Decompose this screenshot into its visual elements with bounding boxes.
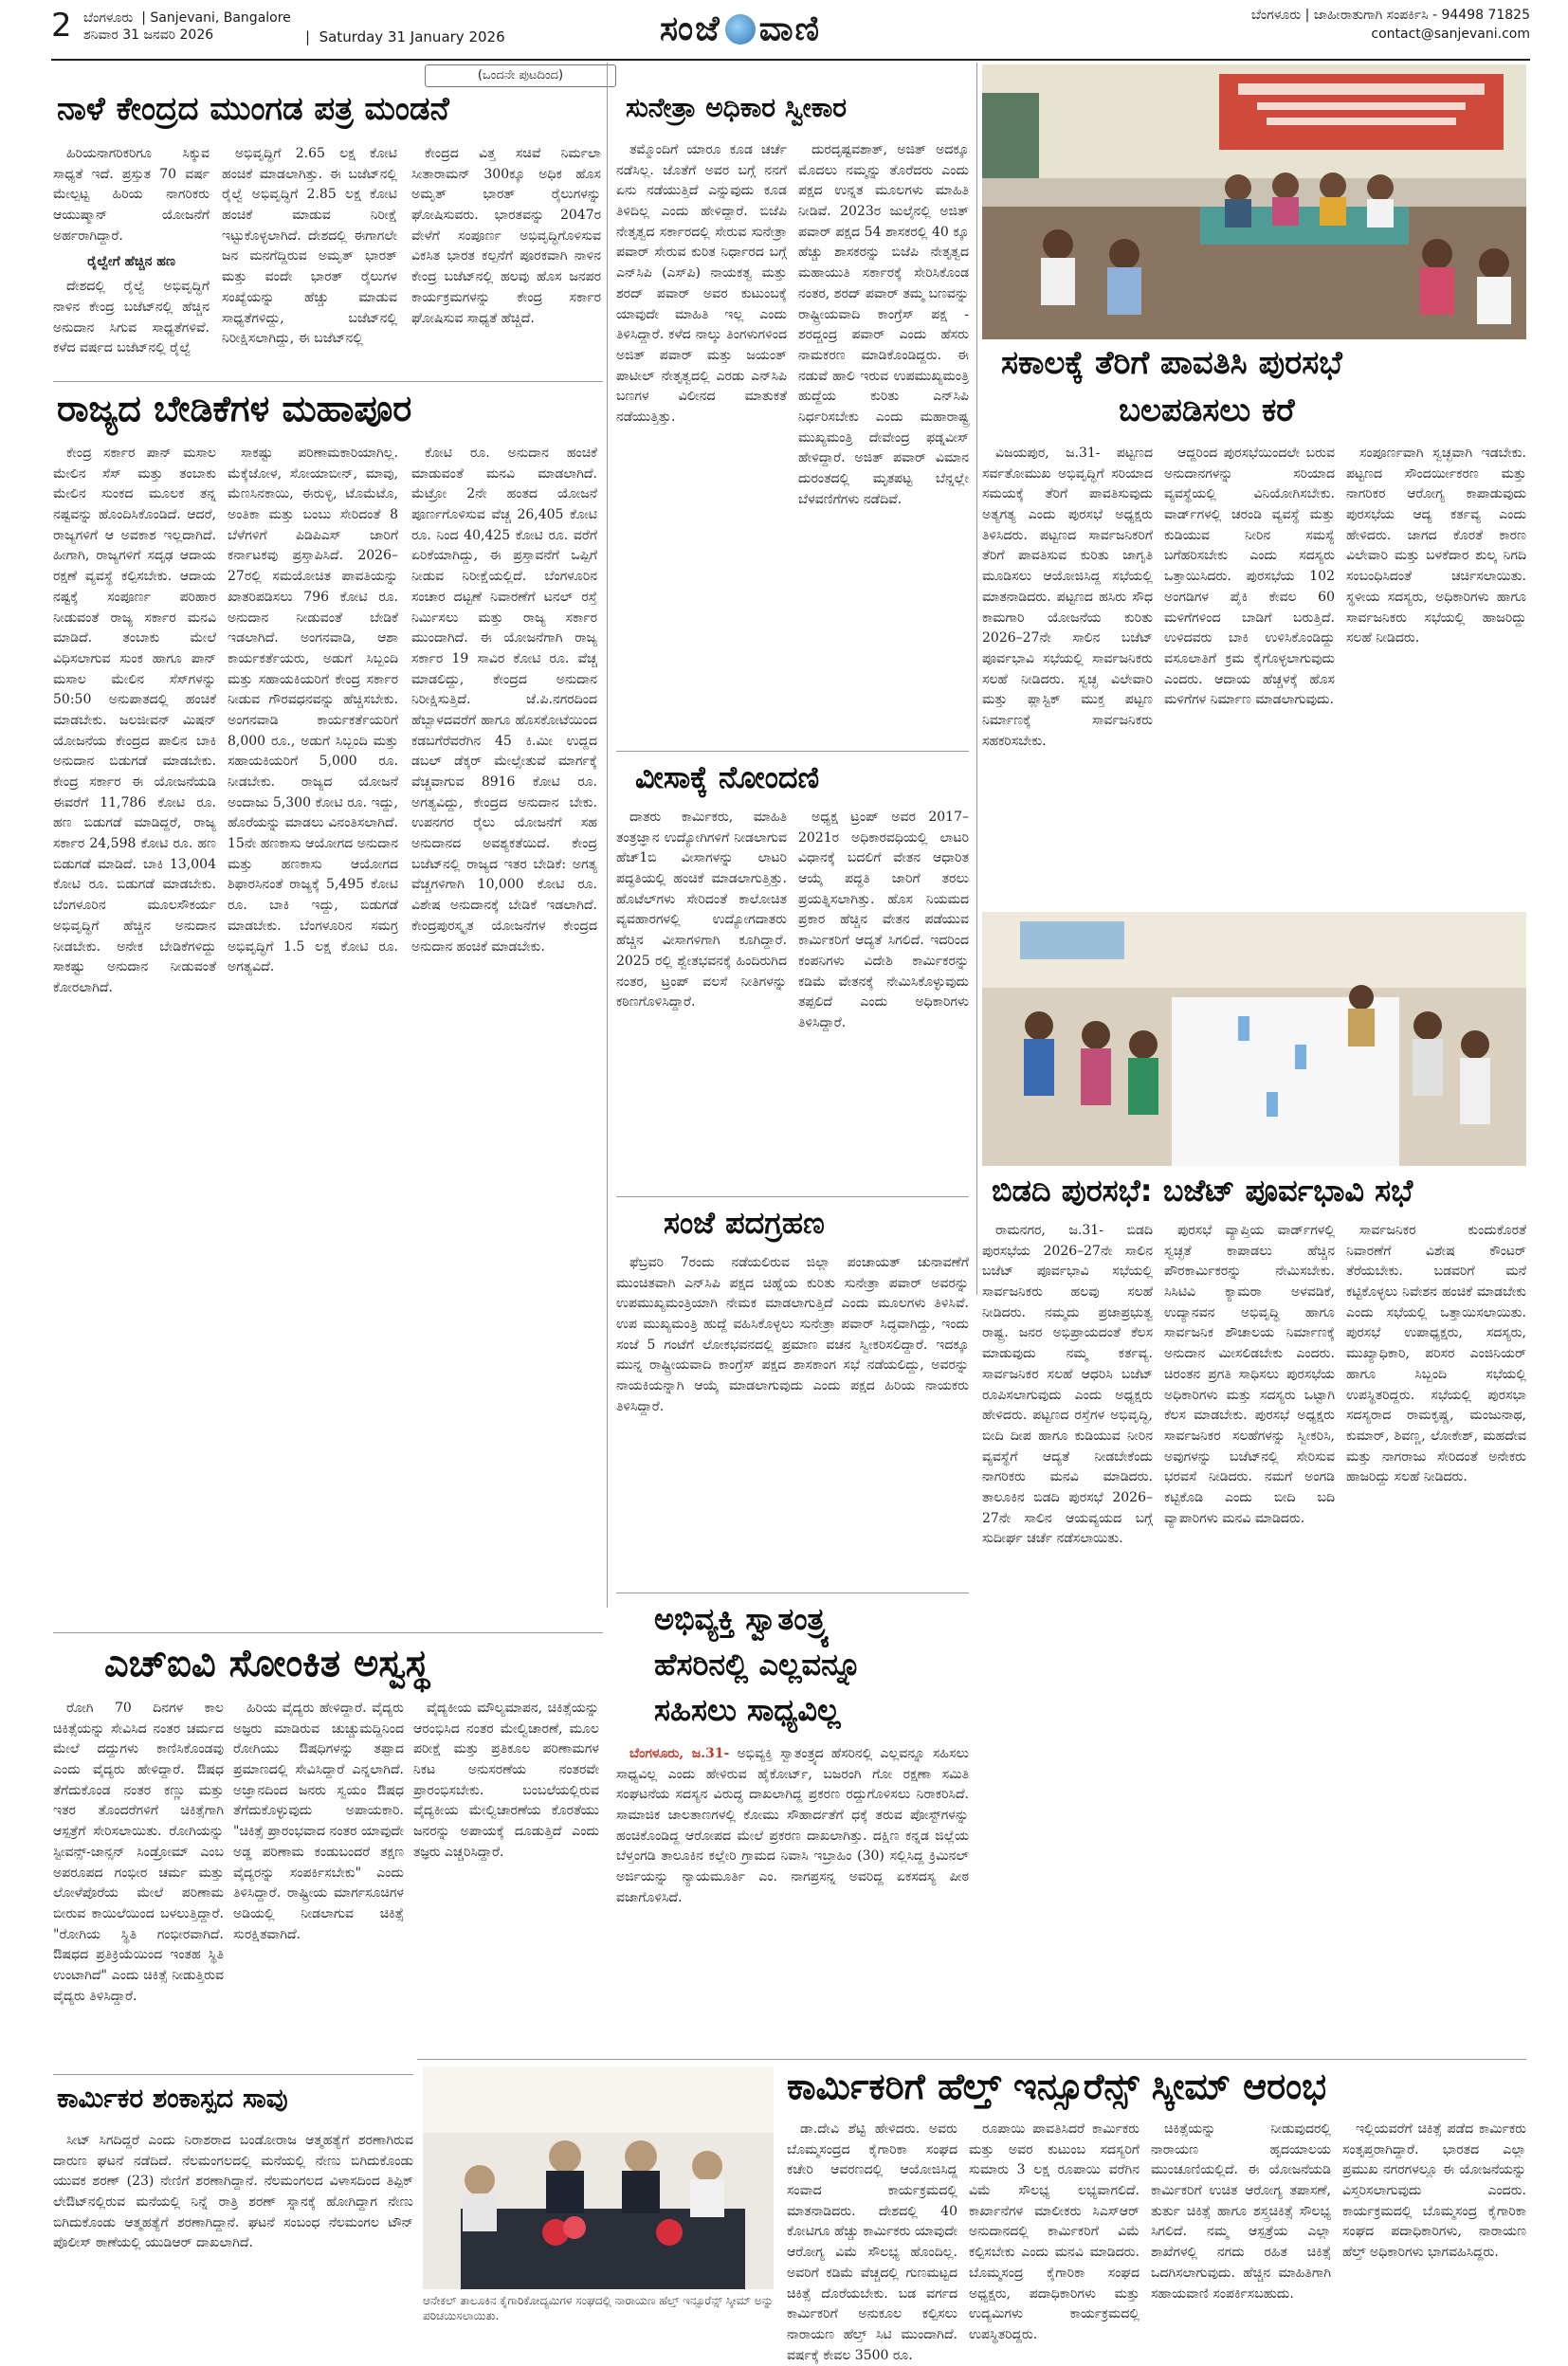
continued-label: (ಒಂದನೇ ಪುಟದಿಂದ) [425,64,616,87]
masthead-edition: Sanjevani, Bangalore [150,10,291,26]
article-body: ಡಾ.ದೇವಿ ಶೆಟ್ಟಿ ಹೇಳಿದರು. ಅವರು ಬೊಮ್ಮಸಂದ್ರದ ಕೈಗಾರಿಕಾ ಸಂಘದ ಕಚೇರಿ ಆವರಣದಲ್ಲಿ ಆಯೋಜಿಸಿದ್ದ ಸಂವಾದ ಕಾರ್ಯಕ್ರಮದಲ್ಲಿ ಮಾತನಾಡಿದರು. ದೇಶದಲ್ಲಿ 40 ಕೋಟಿಗೂ ಹೆಚ್ಚು ಕಾರ್ಮಿಕರು ಯಾವುದೇ ಆರೋಗ್ಯ ವಿಮೆ ಸೌಲಭ್ಯ ಹೊಂದಿಲ್ಲ. ಅವರಿಗೆ ಕಡಿಮೆ ವೆಚ್ಚದಲ್ಲಿ ಗುಣಮಟ್ಟದ ಚಿಕಿತ್ಸೆ ದೊರೆಯಬೇಕು. ಬಡ ವರ್ಗದ ಕಾರ್ಮಿಕರಿಗೆ ಅನುಕೂಲ ಕಲ್ಪಿಸಲು ನಾರಾಯಣ ಹೆಲ್ತ್ ಸಿಟಿ ಮುಂದಾಗಿದೆ. ವರ್ಷಕ್ಕೆ ಕೇವಲ 3500 ರೂ. [787,2121,957,2363]
article-body: ಕೇಂದ್ರ ಸರ್ಕಾರ ಪಾನ್ ಮಸಾಲ ಮೇಲಿನ ಸೆಸ್ ಮತ್ತು ತಂಬಾಕು ಮೇಲಿನ ಸುಂಕದ ಮೂಲಕ ತನ್ನ ನಷ್ಟವನ್ನು ಹೊಂದಿಸಿಕೊಂಡಿದೆ. ಆದರೆ, ರಾಜ್ಯಗಳಿಗೆ ಆ ಅವಕಾಶ ಇಲ್ಲದಾಗಿದೆ. ಹೀಗಾಗಿ, ರಾಜ್ಯಗಳಿಗೆ ಸದೃಢ ಆದಾಯ ರಕ್ಷಣೆ ವ್ಯವಸ್ಥೆ ಕಲ್ಪಿಸಬೇಕು. ಆದಾಯ ನಷ್ಟಕ್ಕೆ ಸಂಪೂರ್ಣ ಪರಿಹಾರ ನೀಡುವಂತೆ ರಾಜ್ಯ ಸರ್ಕಾರ ಮನವಿ ಮಾಡಿದೆ. ತಂಬಾಕು ಮೇಲೆ ವಿಧಿಸಲಾಗುವ ಸುಂಕ ಹಾಗೂ ಪಾನ್ ಮಸಾಲ ಮೇಲಿನ ಸೆಸ್‌ಗಳನ್ನು 50:50 ಅನುಪಾತದಲ್ಲಿ ಹಂಚಿಕೆ ಮಾಡಬೇಕು. ಜಲಜೀವನ್ ಮಿಷನ್ ಯೋಜನೆಯ ಕೇಂದ್ರದ ಪಾಲಿನ ಬಾಕಿ ಅನುದಾನ ಬಿಡುಗಡೆ ಮಾಡಬೇಕು. ಕೇಂದ್ರ ಸರ್ಕಾರ ಈ ಯೋಜನೆಯಡಿ ಈವರೆಗೆ 11,786 ಕೋಟಿ ರೂ. ಹಣ ಬಿಡುಗಡೆ ಮಾಡಿದ್ದರೆ, ರಾಜ್ಯ ಸರ್ಕಾರ 24,598 ಕೋಟಿ ರೂ. ಹಣ ಬಿಡುಗಡೆ ಮಾಡಿದೆ. ಬಾಕಿ 13,004 ಕೋಟಿ ರೂ. ಬಿಡುಗಡೆ ಮಾಡಬೇಕು. ಬೆಂಗಳೂರಿನ ಮೂಲಸೌಕರ್ಯ ಅಭಿವೃದ್ಧಿಗೆ ಹೆಚ್ಚಿನ ಅನುದಾನ ನೀಡಬೇಕು. ಅನೇಕ ಬೇಡಿಕೆಗಳಿದ್ದು ಸಾಕಷ್ಟು ಅನುದಾನ ನೀಡುವಂತೆ ಕೋರಲಾಗಿದೆ. [53,446,216,995]
meeting-photo [982,64,1526,339]
logo-text-right: ವಾಣಿ [758,9,822,48]
photo-caption: ಆನೇಕಲ್ ತಾಲೂಕಿನ ಕೈಗಾರಿಕೋದ್ಯಮಿಗಳ ಸಂಘದಲ್ಲಿ ನಾರಾಯಣ ಹೆಲ್ತ್ ಇನ್ಸೂರೆನ್ಸ್ ಸ್ಕೀಮ್ ಅನ್ನು ಪರಿಚಯಿಸಲಾಯಿತು. [423,2294,774,2322]
article-body: ಹಿರಿಯನಾಗರಿಕರಿಗೂ ಸಿಕ್ಕುವ ಸಾಧ್ಯತೆ ಇದೆ. ಪ್ರಸ್ತುತ 70 ವರ್ಷ ಮೇಲ್ಪಟ್ಟ ಹಿರಿಯ ನಾಗರಿಕರು ಆಯುಷ್ಮಾನ್ ಯೋಜನೆಗೆ ಅರ್ಹರಾಗಿದ್ದಾರೆ. ರೈಲ್ವೇಗೆ ಹೆಚ್ಚಿನ ಹಣ ದೇಶದಲ್ಲಿ ರೈಲ್ವೆ ಅಭಿವೃದ್ಧಿಗೆ ನಾಳಿನ ಕೇಂದ್ರ ಬಜೆಟ್‌ನಲ್ಲಿ ಹೆಚ್ಚಿನ ಅನುದಾನ ಸಿಗುವ ಸಾಧ್ಯತೆಗಳಿವೆ. ಕಳೆದ ವರ್ಷದ ಬಜೆಟ್‌ನಲ್ಲಿ ರೈಲ್ವೆ [53,146,210,356]
article-headline: ಬಲಪಡಿಸಲು ಕರೆ [1119,391,1295,429]
page-number: 2 [51,7,72,45]
article-body: ದಾತರು ಕಾರ್ಮಿಕರು, ಮಾಹಿತಿ ತಂತ್ರಜ್ಞಾನ ಉದ್ಯೋಗಿಗಳಿಗೆ ನೀಡಲಾಗುವ ಹೆಚ್1ಬಿ ವೀಸಾಗಳನ್ನು ಲಾಟರಿ ಪದ್ಧತಿಯಲ್ಲಿ ಹಂಚಿಕೆ ಮಾಡಲಾಗುತ್ತಿತ್ತು. ಹೊಟೆಲ್‌ಗಳು ಸೇರಿದಂತೆ ಕಾಲೋಚಿತ ವ್ಯವಹಾರಗಳಲ್ಲಿ ಉದ್ಯೋಗದಾತರು ಹೆಚ್ಚಿನ ವೀಸಾಗಳಿಗಾಗಿ ಕೂಗಿದ್ದಾರೆ. 2025 ರಲ್ಲಿ ಶ್ವೇತಭವನಕ್ಕೆ ಹಿಂದಿರುಗಿದ ನಂತರ, ಟ್ರಂಪ್ ವಲಸೆ ನೀತಿಗಳನ್ನು ಕಠಿಣಗೊಳಿಸಿದ್ದಾರೆ. [616,810,787,1010]
article-headline: ಕಾರ್ಮಿಕರಿಗೆ ಹೆಲ್ತ್ ಇನ್ಸೂರೆನ್ಸ್ ಸ್ಕೀಮ್ ಆರಂಭ [787,2066,1327,2107]
article-body: ಆದ್ದರಿಂದ ಪುರಸಭೆಯಿಂದಲೇ ಬರುವ ಅನುದಾನಗಳನ್ನು ಸರಿಯಾದ ವ್ಯವಸ್ಥೆಯಲ್ಲಿ ವಿನಿಯೋಗಿಸಬೇಕು. ವಾರ್ಡ್‌ಗಳಲ್ಲಿ ಚರಂಡಿ ವ್ಯವಸ್ಥೆ ಮತ್ತು ಕುಡಿಯುವ ನೀರಿನ ಸಮಸ್ಯೆ ಬಗೆಹರಿಸಬೇಕು ಎಂದು ಸದಸ್ಯರು ಒತ್ತಾಯಿಸಿದರು. ಪುರಸಭೆಯ 102 ಅಂಗಡಿಗಳ ಪೈಕಿ ಕೇವಲ 60 ಮಳಿಗೆಗಳಿಂದ ಬಾಡಿಗೆ ಬರುತ್ತಿದೆ. ಉಳಿದವರು ಬಾಕಿ ಉಳಿಸಿಕೊಂಡಿದ್ದು ವಸೂಲಾತಿಗೆ ಕ್ರಮ ಕೈಗೊಳ್ಳಲಾಗುವುದು ಎಂದರು. ಆದಾಯ ಹೆಚ್ಚಳಕ್ಕೆ ಹೊಸ ಮಳಿಗೆಗಳ ನಿರ್ಮಾಣ ಮಾಡಲಾಗುವುದು. [1164,446,1335,708]
article-headline: ಬಿಡದಿ ಪುರಸಭೆ: ಬಜೆಟ್ ಪೂರ್ವಭಾವಿ ಸಭೆ [992,1173,1413,1209]
article-divider [53,381,603,382]
article-byline: ಬೆಂಗಳೂರು, ಜ.31- [629,1746,730,1761]
meeting-photo-illustration [982,912,1526,1166]
article-divider [616,1196,969,1197]
masthead-city: ಬೆಂಗಳೂರು [83,10,134,26]
masthead-date: | Saturday 31 January 2026 [305,28,505,46]
article-divider [53,2074,413,2075]
article-subhead: ರೈಲ್ವೇಗೆ ಹೆಚ್ಚಿನ ಹಣ [87,254,175,270]
masthead-left: ಬೆಂಗಳೂರು | Sanjevani, Bangalore ಶನಿವಾರ 31 ಜನವರಿ 2026 [83,10,291,43]
article-body: ಹಿರಿಯ ವೈದ್ಯರು ಹೇಳಿದ್ದಾರೆ. ವೈದ್ಯರು ಅಜ್ಞರು ಮಾಡಿರುವ ಚುಚ್ಚುಮದ್ದಿನಿಂದ ರೋಗಿಯು ಔಷಧಿಗಳನ್ನು ತಪ್ಪಾದ ಪ್ರಮಾಣದಲ್ಲಿ ಸೇವಿಸಿದ್ದಾರೆ ಎನ್ನಲಾಗಿದೆ. ಅಜ್ಞಾನದಿಂದ ಜನರು ಸ್ವಯಂ ಔಷಧ ತೆಗೆದುಕೊಳ್ಳುವುದು ಅಪಾಯಕಾರಿ. "ಚಿಕಿತ್ಸೆ ಪ್ರಾರಂಭವಾದ ನಂತರ ಯಾವುದೇ ಅಡ್ಡ ಪರಿಣಾಮ ಕಂಡುಬಂದರೆ ತಕ್ಷಣ ವೈದ್ಯರನ್ನು ಸಂಪರ್ಕಿಸಬೇಕು" ಎಂದು ತಿಳಿಸಿದ್ದಾರೆ. ರಾಷ್ಟ್ರೀಯ ಮಾರ್ಗಸೂಚಿಗಳ ಅಡಿಯಲ್ಲಿ ನೀಡಲಾಗುವ ಚಿಕಿತ್ಸೆ ಸುರಕ್ಷಿತವಾಗಿದೆ. [233,1701,404,1942]
masthead-right [1251,6,1530,44]
article-body: ಅಭಿವೃದ್ಧಿಗೆ 2.65 ಲಕ್ಷ ಕೋಟಿ ಹಂಚಿಕೆ ಮಾಡಲಾಗಿತ್ತು. ಈ ಬಜೆಟ್‌ನಲ್ಲಿ ರೈಲ್ವೆ ಅಭಿವೃದ್ಧಿಗೆ 2.85 ಲಕ್ಷ ಕೋಟಿ ಹಂಚಿಕೆ ಮಾಡುವ ನಿರೀಕ್ಷೆ ಇಟ್ಟುಕೊಳ್ಳಲಾಗಿದೆ. ದೇಶದಲ್ಲಿ ಈಗಾಗಲೇ ಜನ ಮನಗೆದ್ದಿರುವ ಅಮೃತ್ ಭಾರತ್ ಮತ್ತು ವಂದೇ ಭಾರತ್ ರೈಲುಗಳ ಸಂಖ್ಯೆಯನ್ನು ಹೆಚ್ಚು ಮಾಡುವ ಸಾಧ್ಯತೆಗಳಿದ್ದು, ಬಜೆಟ್‌ನಲ್ಲಿ ನಿರೀಕ್ಷಿಸಲಾಗಿದ್ದು, ಈ ಬಜೆಟ್‌ನಲ್ಲಿ [222,146,397,347]
ad-contact: ಬೆಂಗಳೂರು | ಜಾಹೀರಾತುಗಾಗಿ ಸಂಪರ್ಕಿಸಿ - 94498 71825 [1250,8,1530,23]
article-headline: ನಾಳೆ ಕೇಂದ್ರದ ಮುಂಗಡ ಪತ್ರ ಮಂಡನೆ [57,90,449,128]
article-body: ಕೋಟಿ ರೂ. ಅನುದಾನ ಹಂಚಿಕೆ ಮಾಡುವಂತೆ ಮನವಿ ಮಾಡಲಾಗಿದೆ. ಮೆಟ್ರೋ 2ನೇ ಹಂತದ ಯೋಜನೆ ಪೂರ್ಣಗೊಳಿಸುವ ವೆಚ್ಚ 26,405 ಕೋಟಿ ರೂ. ನಿಂದ 40,425 ಕೋಟಿ ರೂ. ವರೆಗೆ ಏರಿಕೆಯಾಗಿದ್ದು, ಈ ಪ್ರಸ್ತಾವನೆಗೆ ಒಪ್ಪಿಗೆ ನೀಡುವ ನಿರೀಕ್ಷೆಯಲ್ಲಿದೆ. ಬೆಂಗಳೂರಿನ ಸಂಚಾರ ದಟ್ಟಣೆ ನಿವಾರಣೆಗೆ ಟನಲ್ ರಸ್ತೆ ನಿರ್ಮಿಸಲು ಮತ್ತು ರಾಜ್ಯ ಸರ್ಕಾರ ಮುಂದಾಗಿದೆ. ಈ ಯೋಜನೆಗಾಗಿ ರಾಜ್ಯ ಸರ್ಕಾರ 19 ಸಾವಿರ ಕೋಟಿ ರೂ. ವೆಚ್ಚ ಮಾಡಲಿದ್ದು, ಕೇಂದ್ರದ ಅನುದಾನ ನಿರೀಕ್ಷಿಸುತ್ತಿದೆ. ಜೆ.ಪಿ.ನಗರದಿಂದ ಹೆಬ್ಬಾಳದವರೆಗೆ ಹಾಗೂ ಹೊಸಕೋಟೆಯಿಂದ ಕಡಬಗೆರೆವರೆಗಿನ 45 ಕಿ.ಮೀ ಉದ್ದದ ಡಬಲ್ ಡೆಕ್ಕರ್ ಮೇಲ್ಸೇತುವೆ ಮಾರ್ಗಕ್ಕೆ ವೆಚ್ಚವಾಗುವ 8916 ಕೋಟಿ ರೂ. ಅಗತ್ಯವಿದ್ದು, ಕೇಂದ್ರದ ಅನುದಾನ ಬೇಕು. ಉಪನಗರ ರೈಲು ಯೋಜನೆಗೆ ಸಹ ಅನುದಾನದ ಅವಶ್ಯಕತೆಯಿದೆ. ಕೇಂದ್ರ ಬಜೆಟ್‌ನಲ್ಲಿ ರಾಜ್ಯದ ಇತರ ಬೇಡಿಕೆ: ಅಗತ್ಯ ವೆಚ್ಚಗಳಿಗಾಗಿ 10,000 ಕೋಟಿ ರೂ. ವಿಶೇಷ ಅನುದಾನಕ್ಕೆ ಬೇಡಿಕೆ ಇಡಲಾಗಿದೆ. ಕೇಂದ್ರಪುರಸ್ಕೃತ ಯೋಜನೆಗಳ ಕೇಂದ್ರದ ಅನುದಾನ ಹಂಚಿಕೆ ಮಾಡಬೇಕು. [411,446,597,955]
contact-email: contact@sanjevani.com [1371,27,1530,42]
article-divider [417,2059,1526,2060]
article-headline: ರಾಜ್ಯದ ಬೇಡಿಕೆಗಳ ಮಹಾಪೂರ [57,388,412,429]
event-photo [423,2066,774,2289]
article-body: ಅಧ್ಯಕ್ಷ ಟ್ರಂಪ್ ಅವರ 2017–2021ರ ಅಧಿಕಾರವಧಿಯಲ್ಲಿ ಲಾಟರಿ ವಿಧಾನಕ್ಕೆ ಬದಲಿಗೆ ವೇತನ ಆಧಾರಿತ ಆಯ್ಕೆ ಪದ್ಧತಿ ಜಾರಿಗೆ ತರಲು ಪ್ರಯತ್ನಿಸಲಾಗಿತ್ತು. ಹೊಸ ನಿಯಮದ ಪ್ರಕಾರ ಹೆಚ್ಚಿನ ವೇತನ ಪಡೆಯುವ ಕಾರ್ಮಿಕರಿಗೆ ಆದ್ಯತೆ ಸಿಗಲಿದೆ. ಇದರಿಂದ ಕಂಪನಿಗಳು ವಿದೇಶಿ ಕಾರ್ಮಿಕರನ್ನು ಕಡಿಮೆ ವೇತನಕ್ಕೆ ನೇಮಿಸಿಕೊಳ್ಳುವುದು ತಪ್ಪಲಿದೆ ಎಂದು ಅಧಿಕಾರಿಗಳು ತಿಳಿಸಿದ್ದಾರೆ. [798,810,969,1030]
newspaper-logo [660,9,821,49]
article-body: ಸಾಕಷ್ಟು ಪರಿಣಾಮಕಾರಿಯಾಗಿಲ್ಲ. ಮೆಕ್ಕೆಜೋಳ, ಸೋಯಾಬೀನ್, ಮಾವು, ಮೆಣಸಿನಕಾಯಿ, ಈರುಳ್ಳಿ, ಟೊಮೆಟೊ, ಅಂತಿಕಾ ಮತ್ತು ಬಂಬು ಸೇರಿದಂತೆ 8 ಬೆಳೆಗಳಿಗೆ ಪಿಡಿಪಿಎಸ್ ಜಾರಿಗೆ ಕರ್ನಾಟಕವು ಪ್ರಸ್ತಾಪಿಸಿದೆ. 2026–27ರಲ್ಲಿ ಸಮಯೋಚಿತ ಪಾವತಿಯನ್ನು ಖಾತರಿಪಡಿಸಲು 796 ಕೋಟಿ ರೂ. ಅನುದಾನ ನೀಡುವಂತೆ ಬೇಡಿಕೆ ಇಡಲಾಗಿದೆ. ಅಂಗನವಾಡಿ, ಆಶಾ ಕಾರ್ಯಕರ್ತೆಯರು, ಅಡುಗೆ ಸಿಬ್ಬಂದಿ ಮತ್ತು ಸಹಾಯಕಿಯರಿಗೆ ಕೇಂದ್ರ ಸರ್ಕಾರ ನೀಡುವ ಗೌರವಧನವನ್ನು ಹೆಚ್ಚಿಸಬೇಕು. ಅಂಗನವಾಡಿ ಕಾರ್ಯಕರ್ತೆಯರಿಗೆ 8,000 ರೂ., ಅಡುಗೆ ಸಿಬ್ಬಂದಿ ಮತ್ತು ಸಹಾಯಕಿಯರಿಗೆ 5,000 ರೂ. ನೀಡಬೇಕು. ರಾಜ್ಯದ ಯೋಜನೆ ಅಂದಾಜು 5,300 ಕೋಟಿ ರೂ. ಇದ್ದು, ಹೊರೆಯನ್ನು ಮಾಡಲು ವಿನಂತಿಸಲಾಗಿದೆ. 15ನೇ ಹಣಕಾಸು ಆಯೋಗದ ಅನುದಾನ ಮತ್ತು ಹಣಕಾಸು ಆಯೋಗದ ಶಿಫಾರಸಿನಂತೆ ರಾಜ್ಯಕ್ಕೆ 5,495 ಕೋಟಿ ರೂ. ಬಾಕಿ ಇದ್ದು, ಬಿಡುಗಡೆ ಮಾಡಬೇಕು. ಬೆಂಗಳೂರಿನ ಸಮಗ್ರ ಅಭಿವೃದ್ಧಿಗೆ 1.5 ಲಕ್ಷ ಕೋಟಿ ರೂ. ಅಗತ್ಯವಿದೆ. [228,446,398,975]
article-body: ರೂಪಾಯಿ ಪಾವತಿಸಿದರೆ ಕಾರ್ಮಿಕರು ಮತ್ತು ಅವರ ಕುಟುಂಬ ಸದಸ್ಯರಿಗೆ ಸುಮಾರು 3 ಲಕ್ಷ ರೂಪಾಯಿ ವರೆಗಿನ ವಿಮೆ ಸೌಲಭ್ಯ ಲಭ್ಯವಾಗಲಿದೆ. ಕಾರ್ಖಾನೆಗಳ ಮಾಲೀಕರು ಸಿಎಸ್‌ಆರ್ ಅನುದಾನದಲ್ಲಿ ಕಾರ್ಮಿಕರಿಗೆ ವಿಮೆ ಕಲ್ಪಿಸಬೇಕು ಎಂದು ಮನವಿ ಮಾಡಿದರು. ಬೊಮ್ಮಸಂದ್ರ ಕೈಗಾರಿಕಾ ಸಂಘದ ಅಧ್ಯಕ್ಷರು, ಪದಾಧಿಕಾರಿಗಳು ಮತ್ತು ಉದ್ಯಮಿಗಳು ಕಾರ್ಯಕ್ರಮದಲ್ಲಿ ಉಪಸ್ಥಿತರಿದ್ದರು. [969,2121,1140,2342]
article-divider [616,1592,969,1593]
article-body: ಫೆಬ್ರವರಿ 7ರಂದು ನಡೆಯಲಿರುವ ಜಿಲ್ಲಾ ಪಂಚಾಯತ್ ಚುನಾವಣೆಗೆ ಮುಂಚಿತವಾಗಿ ಎನ್‌ಸಿಪಿ ಪಕ್ಷದ ಚಿಹ್ನೆಯ ಕುರಿತು ಸುನೇತ್ರಾ ಪವಾರ್ ಅವರನ್ನು ಉಪಮುಖ್ಯಮಂತ್ರಿಯಾಗಿ ನೇಮಕ ಮಾಡಲಾಗುತ್ತಿದೆ ಎಂದು ಮೂಲಗಳು ತಿಳಿಸಿವೆ. ಉಪ ಮುಖ್ಯಮಂತ್ರಿ ಹುದ್ದೆ ವಹಿಸಿಕೊಳ್ಳಲು ಸುನೇತ್ರಾ ಪವಾರ್ ಸಿದ್ಧವಾಗಿದ್ದು, ಇಂದು ಸಂಜೆ 5 ಗಂಟೆಗೆ ಲೋಕಭವನದಲ್ಲಿ ಪ್ರಮಾಣ ವಚನ ಸ್ವೀಕರಿಸಲಿದ್ದಾರೆ. ಇದಕ್ಕೂ ಮುನ್ನ ರಾಷ್ಟ್ರೀಯವಾದಿ ಕಾಂಗ್ರೆಸ್ ಪಕ್ಷದ ಶಾಸಕಾಂಗ ಸಭೆ ನಡೆಯಲಿದ್ದು, ಅವರನ್ನು ನಾಯಕಿಯನ್ನಾಗಿ ಆಯ್ಕೆ ಮಾಡಲಾಗುವುದು ಎಂದು ಪಕ್ಷದ ಹಿರಿಯ ನಾಯಕರು ತಿಳಿಸಿದ್ದಾರೆ. [616,1255,969,1414]
article-body: ಸಾರ್ವಜನಿಕರ ಕುಂದುಕೊರತೆ ನಿವಾರಣೆಗೆ ವಿಶೇಷ ಕೌಂಟರ್ ತೆರೆಯಬೇಕು. ಬಡವರಿಗೆ ಮನೆ ಕಟ್ಟಿಕೊಳ್ಳಲು ನಿವೇಶನ ಹಂಚಿಕೆ ಮಾಡಬೇಕು ಎಂದು ಸಭೆಯಲ್ಲಿ ಒತ್ತಾಯಿಸಲಾಯಿತು. ಪುರಸಭೆ ಉಪಾಧ್ಯಕ್ಷರು, ಸದಸ್ಯರು, ಮುಖ್ಯಾಧಿಕಾರಿ, ಪರಿಸರ ಎಂಜಿನಿಯರ್ ಹಾಗೂ ಸಿಬ್ಬಂದಿ ಸಭೆಯಲ್ಲಿ ಉಪಸ್ಥಿತರಿದ್ದರು. ಸಭೆಯಲ್ಲಿ ಪುರಸಭಾ ಸದಸ್ಯರಾದ ರಾಮಕೃಷ್ಣ, ಮಂಜುನಾಥ, ಕುಮಾರ್, ಶಿವಣ್ಣ, ಲೋಕೇಶ್, ಮಹದೇವ ಮತ್ತು ನಾಗರಾಜು ಸೇರಿದಂತೆ ಅನೇಕರು ಹಾಜರಿದ್ದು ಸಲಹೆ ನೀಡಿದರು. [1346,1223,1526,1485]
article-body: ದುರದೃಷ್ಟವಶಾತ್, ಅಜಿತ್ ಅದಕ್ಕೂ ಮೊದಲು ನಮ್ಮನ್ನು ತೊರೆದರು ಎಂದು ಪಕ್ಷದ ಉನ್ನತ ಮೂಲಗಳು ಮಾಹಿತಿ ನೀಡಿವೆ. 2023ರ ಜುಲೈನಲ್ಲಿ ಅಜಿತ್ ಪವಾರ್ ಪಕ್ಷದ 54 ಶಾಸಕರಲ್ಲಿ 40 ಕ್ಕೂ ಹೆಚ್ಚು ಶಾಸಕರನ್ನು ಬಿಜೆಪಿ ನೇತೃತ್ವದ ಮಹಾಯುತಿ ಸರ್ಕಾರಕ್ಕೆ ಸೇರಿಸಿಕೊಂಡ ನಂತರ, ಶರದ್ ಪವಾರ್ ತಮ್ಮ ಬಣವನ್ನು ರಾಷ್ಟ್ರೀಯವಾದಿ ಕಾಂಗ್ರೆಸ್ ಪಕ್ಷ - ಶರದ್ಚಂದ್ರ ಪವಾರ್ ಎಂದು ಹೆಸರು ನಾಮಕರಣ ಮಾಡಿಕೊಂಡಿದ್ದರು. ಈ ನಡುವೆ ಹಾಲಿ ಇರುವ ಉಪಮುಖ್ಯಮಂತ್ರಿ ಹುದ್ದೆಯ ಕುರಿತು ಎನ್‌ಸಿಪಿ ನಿರ್ಧರಿಸಬೇಕು ಎಂದು ಮಹಾರಾಷ್ಟ್ರ ಮುಖ್ಯಮಂತ್ರಿ ದೇವೇಂದ್ರ ಫಡ್ನವೀಸ್ ಹೇಳಿದ್ದಾರೆ. ಅಜಿತ್ ಪವಾರ್ ವಿಮಾನ ದುರಂತದಲ್ಲಿ ಮೃತಪಟ್ಟ ಬೆನ್ನಲ್ಲೇ ಬೆಳವಣಿಗೆಗಳು ನಡೆದಿವೆ. [798,142,969,507]
logo-text-left: ಸಂಜೆ [660,9,721,48]
article-body: ವೈದ್ಯಕೀಯ ಮೌಲ್ಯಮಾಪನ, ಚಿಕಿತ್ಸೆಯನ್ನು ಆರಂಭಿಸಿದ ನಂತರ ಮೇಲ್ವಿಚಾರಣೆ, ಮೂಲ ಪರೀಕ್ಷೆ ಮತ್ತು ಪ್ರತಿಕೂಲ ಪರಿಣಾಮಗಳ ನಿಕಟ ಅನುಸರಣೆಯ ನಂತರವೇ ಪ್ರಾರಂಭಿಸಬೇಕು. ಬಂಬಲೆಯಲ್ಲಿರುವ ವೈದ್ಯಕೀಯ ಮೇಲ್ವಿಚಾರಣೆಯ ಕೊರತೆಯು ಜನರನ್ನು ಅಪಾಯಕ್ಕೆ ದೂಡುತ್ತಿದೆ ಎಂದು ತಜ್ಞರು ಎಚ್ಚರಿಸಿದ್ದಾರೆ. [413,1701,599,1860]
event-photo-illustration [423,2066,774,2289]
article-headline: ಸಹಿಸಲು ಸಾಧ್ಯವಿಲ್ಲ [654,1692,841,1728]
article-body: ಪುರಸಭೆ ವ್ಯಾಪ್ತಿಯ ವಾರ್ಡ್‌ಗಳಲ್ಲಿ ಸ್ವಚ್ಛತೆ ಕಾಪಾಡಲು ಹೆಚ್ಚಿನ ಪೌರಕಾರ್ಮಿಕರನ್ನು ನೇಮಿಸಬೇಕು. ಸಿಸಿಟಿವಿ ಕ್ಯಾಮರಾ ಅಳವಡಿಕೆ, ಉದ್ಯಾನವನ ಅಭಿವೃದ್ಧಿ ಹಾಗೂ ಸಾರ್ವಜನಿಕ ಶೌಚಾಲಯ ನಿರ್ಮಾಣಕ್ಕೆ ಅನುದಾನ ಮೀಸಲಿಡಬೇಕು ಎಂದರು. ಚಿರಂತನ ಪ್ರಗತಿ ಸಾಧಿಸಲು ಪುರಸಭೆಯ ಅಧಿಕಾರಿಗಳು ಮತ್ತು ಸದಸ್ಯರು ಒಟ್ಟಾಗಿ ಕೆಲಸ ಮಾಡಬೇಕು. ಪುರಸಭೆ ಅಧ್ಯಕ್ಷರು ಸಾರ್ವಜನಿಕರ ಸಲಹೆಗಳನ್ನು ಸ್ವೀಕರಿಸಿ, ಅವುಗಳನ್ನು ಬಜೆಟ್‌ನಲ್ಲಿ ಸೇರಿಸುವ ಭರವಸೆ ನೀಡಿದರು. ನಮಗೆ ಅಂಗಡಿ ಕಟ್ಟಿಕೊಡಿ ಎಂದು ಬೀದಿ ಬದಿ ವ್ಯಾಪಾರಿಗಳು ಮನವಿ ಮಾಡಿದರು. [1164,1223,1335,1526]
article-body: ಕೇಂದ್ರದ ವಿತ್ತ ಸಚಿವೆ ನಿರ್ಮಲಾ ಸೀತಾರಾಮನ್ 300ಕ್ಕೂ ಅಧಿಕ ಹೊಸ ಅಮೃತ್ ಭಾರತ್ ರೈಲುಗಳನ್ನು ಘೋಷಿಸುವರು. ಭಾರತವನ್ನು 2047ರ ವೇಳೆಗೆ ಸಂಪೂರ್ಣ ಅಭಿವೃದ್ಧಿಗೊಳಿಸುವ ವಿಕಸಿತ ಭಾರತ ಕಲ್ಪನೆಗೆ ಪೂರಕವಾಗಿ ನಾಳಿನ ಕೇಂದ್ರ ಬಜೆಟ್‌ನಲ್ಲಿ ಹಲವು ಹೊಸ ಜನಪರ ಕಾರ್ಯಕ್ರಮಗಳನ್ನು ಕೇಂದ್ರ ಸರ್ಕಾರ ಘೋಷಿಸುವ ಸಾಧ್ಯತೆ ಹೆಚ್ಚಿದೆ. [411,146,601,326]
article-body: ಬೆಂಗಳೂರು, ಜ.31- ಅಭಿವ್ಯಕ್ತಿ ಸ್ವಾತಂತ್ರ್ಯದ ಹೆಸರಿನಲ್ಲಿ ಎಲ್ಲವನ್ನೂ ಸಹಿಸಲು ಸಾಧ್ಯವಿಲ್ಲ ಎಂದು ಹೇಳಿರುವ ಹೈಕೋರ್ಟ್, ಬಜರಂಗಿ ಗೋ ರಕ್ಷಣಾ ಸಮಿತಿ ಸಂಘಟನೆಯ ಸದಸ್ಯನ ವಿರುದ್ಧ ದಾಖಲಾಗಿದ್ದ ಪ್ರಕರಣ ರದ್ದುಗೊಳಿಸಲು ನಿರಾಕರಿಸಿದೆ. ಸಾಮಾಜಿಕ ಜಾಲತಾಣಗಳಲ್ಲಿ ಕೋಮು ಸೌಹಾರ್ದತೆಗೆ ಧಕ್ಕೆ ತರುವ ಪೋಸ್ಟ್‌ಗಳನ್ನು ಹಂಚಿಕೊಂಡಿದ್ದ ಆರೋಪದ ಮೇಲೆ ಪ್ರಕರಣ ದಾಖಲಾಗಿತ್ತು. ದಕ್ಷಿಣ ಕನ್ನಡ ಜಿಲ್ಲೆಯ ಬೆಳ್ತಂಗಡಿ ತಾಲೂಕಿನ ಕಲ್ಲೇರಿ ಗ್ರಾಮದ ನಿವಾಸಿ ಇಬ್ರಾಹಿಂ (30) ಸಲ್ಲಿಸಿದ್ದ ಕ್ರಿಮಿನಲ್ ಅರ್ಜಿಯನ್ನು ನ್ಯಾಯಮೂರ್ತಿ ಎಂ. ನಾಗಪ್ರಸನ್ನ ಅವರಿದ್ದ ಏಕಸದಸ್ಯ ಪೀಠ ವಜಾಗೊಳಿಸಿದೆ. [616,1746,969,1905]
article-body: ಸೀಟ್ ಸಿಗದಿದ್ದರೆ ಎಂದು ನಿರಾಶರಾದ ಬಂಡೋರಾಜ ಆತ್ಮಹತ್ಯೆಗೆ ಶರಣಾಗಿರುವ ದಾರುಣ ಘಟನೆ ನಡೆದಿದೆ. ನೆಲಮಂಗಲದಲ್ಲಿ ಮನೆಯಲ್ಲಿ ನೇಣು ಬಿಗಿದುಕೊಂಡು ಯುವಕ ಶರಣ್ (23) ನೇಣಿಗೆ ಶರಣಾಗಿದ್ದಾನೆ. ನೆಲಮಂಗಲದ ವಿಳಾಸದಿಂದ ತಿಪ್ಪಿಕ್ ಲೇಔಟ್‌ನಲ್ಲಿರುವ ಮನೆಯಲ್ಲಿ ನಿನ್ನೆ ರಾತ್ರಿ ಶರಣ್ ಸ್ನಾನಕ್ಕೆ ಹೋಗಿದ್ದಾಗ ನೇಣು ಬಿಗಿದುಕೊಂಡು ಆತ್ಮಹತ್ಯೆಗೆ ಶರಣಾಗಿದ್ದಾನೆ. ಘಟನೆ ಸಂಬಂಧ ನೆಲಮಂಗಲ ಟೌನ್ ಪೊಲೀಸ್ ಠಾಣೆಯಲ್ಲಿ ಯುಡಿಆರ್ ದಾಖಲಾಗಿದೆ. [53,2133,413,2251]
meeting-photo-illustration [982,64,1526,339]
article-headline: ಹೆಸರಿನಲ್ಲಿ ಎಲ್ಲವನ್ನೂ [654,1647,862,1683]
column-divider [976,63,977,1295]
article-headline: ಅಭಿವ್ಯಕ್ತಿ ಸ್ವಾತಂತ್ರ್ಯ [654,1601,830,1637]
article-headline: ಸಂಜೆ ಪದಗ್ರಹಣ [664,1205,825,1241]
article-headline: ಕಾರ್ಮಿಕರ ಶಂಕಾಸ್ಪದ ಸಾವು [57,2083,288,2114]
article-headline: ಸಕಾಲಕ್ಕೆ ತೆರಿಗೆ ಪಾವತಿಸಿ ಪುರಸಭೆ [1001,344,1342,382]
article-body: ಸಂಪೂರ್ಣವಾಗಿ ಸ್ವಚ್ಛವಾಗಿ ಇಡಬೇಕು. ಪಟ್ಟಣದ ಸೌಂದರ್ಯೀಕರಣ ಮತ್ತು ನಾಗರಿಕರ ಆರೋಗ್ಯ ಕಾಪಾಡುವುದು ಪುರಸಭೆಯ ಆದ್ಯ ಕರ್ತವ್ಯ ಎಂದು ಹೇಳಿದರು. ಜಾಗದ ಕೊರತೆ ಕಾರಣ ವಿಲೇವಾರಿ ಮತ್ತು ಬಳಕೆದಾರ ಶುಲ್ಕ ನಿಗದಿ ಸಂಬಂಧಿಸಿದಂತೆ ಚರ್ಚಿಸಲಾಯಿತು. ಸ್ಥಳೀಯ ಸದಸ್ಯರು, ಅಧಿಕಾರಿಗಳು ಹಾಗೂ ಸಾರ್ವಜನಿಕರು ಸಭೆಯಲ್ಲಿ ಹಾಜರಿದ್ದು ಸಲಹೆ ನೀಡಿದರು. [1346,446,1526,646]
masthead-rule [51,59,1530,61]
article-divider [616,751,969,752]
article-headline: ವೀಸಾಕ್ಕೆ ನೋಂದಣಿ [635,759,820,795]
article-body: ತಮ್ಮೊಂದಿಗೆ ಯಾರೂ ಕೂಡ ಚರ್ಚೆ ನಡೆಸಿಲ್ಲ. ಜೊತೆಗೆ ಅವರ ಬಗ್ಗೆ ನನಗೆ ಏನು ನಡೆಯುತ್ತಿದೆ ಎನ್ನುವುದು ಕೂಡ ತಿಳಿದಿಲ್ಲ ಎಂದು ಹೇಳಿದ್ದಾರೆ. ಬಿಜೆಪಿ ನೇತೃತ್ವದ ಸರ್ಕಾರದಲ್ಲಿ ಸೇರುವ ಸುನೇತ್ರಾ ಪವಾರ್ ಸೇರುವ ಕುರಿತ ನಿರ್ಧಾರದ ಬಗ್ಗೆ ಎನ್‌ಸಿಪಿ (ಎಸ್‌ಪಿ) ನಾಯಕತ್ವ ಮತ್ತು ಶರದ್ ಪವಾರ್ ಅವರ ಕುಟುಂಬಕ್ಕೆ ಯಾವುದೇ ಮಾಹಿತಿ ಇಲ್ಲ ಎಂದು ತಿಳಿಸಿದ್ದಾರೆ. ಕಳೆದ ನಾಲ್ಕು ತಿಂಗಳುಗಳಿಂದ ಅಜಿತ್ ಪವಾರ್ ಮತ್ತು ಜಯಂತ್ ಪಾಟೀಲ್ ನೇತೃತ್ವದಲ್ಲಿ ಎರಡು ಎನ್‌ಸಿಪಿ ಬಣಗಳ ವಿಲೀನದ ಮಾತುಕತೆ ನಡೆಯುತ್ತಿತ್ತು. [616,142,787,425]
globe-icon [725,14,756,45]
article-divider [53,1632,603,1633]
article-body: ರೋಗಿ 70 ದಿನಗಳ ಕಾಲ ಚಿಕಿತ್ಸೆಯನ್ನು ಸೇವಿಸಿದ ನಂತರ ಚರ್ಮದ ಮೇಲೆ ದದ್ದುಗಳು ಕಾಣಿಸಿಕೊಂಡವು ಎಂದು ವೈದ್ಯರು ಹೇಳಿದ್ದಾರೆ. ಔಷಧ ತೆಗೆದುಕೊಂಡ ನಂತರ ಕಣ್ಣು ಮತ್ತು ಇತರ ತೊಂದರೆಗಳಿಗೆ ಚಿಕಿತ್ಸೆಗಾಗಿ ಆಸ್ಪತ್ರೆಗೆ ಸೇರಿಸಲಾಯಿತು. ರೋಗಿಯನ್ನು ಸ್ಟೀವನ್ಸ್-ಜಾನ್ಸನ್ ಸಿಂಡ್ರೋಮ್ ಎಂಬ ಅಪರೂಪದ ಗಂಭೀರ ಚರ್ಮ ಮತ್ತು ಲೋಳೆಪೊರೆಯ ಮೇಲೆ ಪರಿಣಾಮ ಬೀರುವ ಕಾಯಿಲೆಯಿಂದ ಬಳಲುತ್ತಿದ್ದಾರೆ. "ರೋಗಿಯ ಸ್ಥಿತಿ ಗಂಭೀರವಾಗಿದೆ. ಔಷಧದ ಪ್ರತಿಕ್ರಿಯೆಯಿಂದ ಇಂತಹ ಸ್ಥಿತಿ ಉಂಟಾಗಿದೆ" ಎಂದು ಚಿಕಿತ್ಸೆ ನೀಡುತ್ತಿರುವ ವೈದ್ಯರು ತಿಳಿಸಿದ್ದಾರೆ. [53,1701,224,2004]
column-divider [607,63,608,1608]
article-body: ಚಿಕಿತ್ಸೆಯನ್ನು ನೀಡುವುದರಲ್ಲಿ ನಾರಾಯಣ ಹೃದಯಾಲಯ ಮುಂಚೂಣಿಯಲ್ಲಿದೆ. ಈ ಯೋಜನೆಯಡಿ ಕಾರ್ಮಿಕರಿಗೆ ಉಚಿತ ಆರೋಗ್ಯ ತಪಾಸಣೆ, ತುರ್ತು ಚಿಕಿತ್ಸೆ ಹಾಗೂ ಶಸ್ತ್ರಚಿಕಿತ್ಸೆ ಸೌಲಭ್ಯ ಸಿಗಲಿದೆ. ನಮ್ಮ ಆಸ್ಪತ್ರೆಯ ಎಲ್ಲಾ ಶಾಖೆಗಳಲ್ಲಿ ನಗದು ರಹಿತ ಚಿಕಿತ್ಸೆ ಒದಗಿಸಲಾಗುವುದು. ಹೆಚ್ಚಿನ ಮಾಹಿತಿಗಾಗಿ ಸಹಾಯವಾಣಿ ಸಂಪರ್ಕಿಸಬಹುದು. [1151,2121,1331,2302]
article-body: ಇಲ್ಲಿಯವರೆಗೆ ಚಿಕಿತ್ಸೆ ಪಡೆದ ಕಾರ್ಮಿಕರು ಸಂತೃಪ್ತರಾಗಿದ್ದಾರೆ. ಭಾರತದ ಎಲ್ಲಾ ಪ್ರಮುಖ ನಗರಗಳಲ್ಲೂ ಈ ಯೋಜನೆಯನ್ನು ವಿಸ್ತರಿಸಲಾಗುವುದು ಎಂದರು. ಕಾರ್ಯಕ್ರಮದಲ್ಲಿ ಬೊಮ್ಮಸಂದ್ರ ಕೈಗಾರಿಕಾ ಸಂಘದ ಪದಾಧಿಕಾರಿಗಳು, ನಾರಾಯಣ ಹೆಲ್ತ್ ಅಧಿಕಾರಿಗಳು ಭಾಗವಹಿಸಿದ್ದರು. [1342,2121,1526,2261]
article-body: ರಾಮನಗರ, ಜ.31- ಬಿಡದಿ ಪುರಸಭೆಯ 2026–27ನೇ ಸಾಲಿನ ಬಜೆಟ್ ಪೂರ್ವಭಾವಿ ಸಭೆಯಲ್ಲಿ ಸಾರ್ವಜನಿಕರು ಹಲವು ಸಲಹೆ ನೀಡಿದರು. ನಮ್ಮದು ಪ್ರಜಾಪ್ರಭುತ್ವ ರಾಷ್ಟ್ರ. ಜನರ ಅಭಿಪ್ರಾಯದಂತೆ ಕೆಲಸ ಮಾಡುವುದು ನಮ್ಮ ಕರ್ತವ್ಯ. ಸಾರ್ವಜನಿಕರ ಸಲಹೆ ಆಧರಿಸಿ ಬಜೆಟ್ ರೂಪಿಸಲಾಗುವುದು ಎಂದು ಅಧ್ಯಕ್ಷರು ಹೇಳಿದರು. ಪಟ್ಟಣದ ರಸ್ತೆಗಳ ಅಭಿವೃದ್ಧಿ, ಬೀದಿ ದೀಪ ಹಾಗೂ ಕುಡಿಯುವ ನೀರಿನ ವ್ಯವಸ್ಥೆಗೆ ಆದ್ಯತೆ ನೀಡಬೇಕೆಂದು ನಾಗರಿಕರು ಮನವಿ ಮಾಡಿದರು. ತಾಲೂಕಿನ ಬಿಡದಿ ಪುರಸಭೆ 2026–27ನೇ ಸಾಲಿನ ಆಯವ್ಯಯದ ಬಗ್ಗೆ ಸುದೀರ್ಘ ಚರ್ಚೆ ನಡೆಸಲಾಯಿತು. [982,1223,1153,1547]
article-headline: ಎಚ್‌ಐವಿ ಸೋಂಕಿತ ಅಸ್ವಸ್ಥ [104,1642,430,1685]
article-body: ವಿಜಯಪುರ, ಜ.31- ಪಟ್ಟಣದ ಸರ್ವತೋಮುಖ ಅಭಿವೃದ್ಧಿಗೆ ಸರಿಯಾದ ಸಮಯಕ್ಕೆ ತೆರಿಗೆ ಪಾವತಿಸುವುದು ಅತ್ಯಗತ್ಯ ಎಂದು ಪುರಸಭೆ ಅಧ್ಯಕ್ಷರು ತಿಳಿಸಿದರು. ಪಟ್ಟಣದ ಸಾರ್ವಜನಿಕರಿಗೆ ತೆರಿಗೆ ಪಾವತಿಸುವ ಕುರಿತು ಜಾಗೃತಿ ಮೂಡಿಸಲು ಆಯೋಜಿಸಿದ್ದ ಸಭೆಯಲ್ಲಿ ಮಾತನಾಡಿದರು. ಪಟ್ಟಣದ ಹಸಿರು ಸೌಧ ಕಾಮಗಾರಿ ಯೋಜನೆಯ ಕುರಿತು 2026–27ನೇ ಸಾಲಿನ ಬಜೆಟ್ ಪೂರ್ವಭಾವಿ ಸಭೆಯಲ್ಲಿ ಸಾರ್ವಜನಿಕರು ಸಲಹೆ ನೀಡಿದರು. ಸ್ವಚ್ಛ ವಿಲೇವಾರಿ ಮತ್ತು ಪ್ಲಾಸ್ಟಿಕ್ ಮುಕ್ತ ಪಟ್ಟಣ ನಿರ್ಮಾಣಕ್ಕೆ ಸಾರ್ವಜನಿಕರು ಸಹಕರಿಸಬೇಕು. [982,446,1153,749]
meeting-photo [982,912,1526,1166]
masthead-date-kn: ಶನಿವಾರ 31 ಜನವರಿ 2026 [83,27,214,43]
article-headline: ಸುನೇತ್ರಾ ಅಧಿಕಾರ ಸ್ವೀಕಾರ [626,92,848,123]
